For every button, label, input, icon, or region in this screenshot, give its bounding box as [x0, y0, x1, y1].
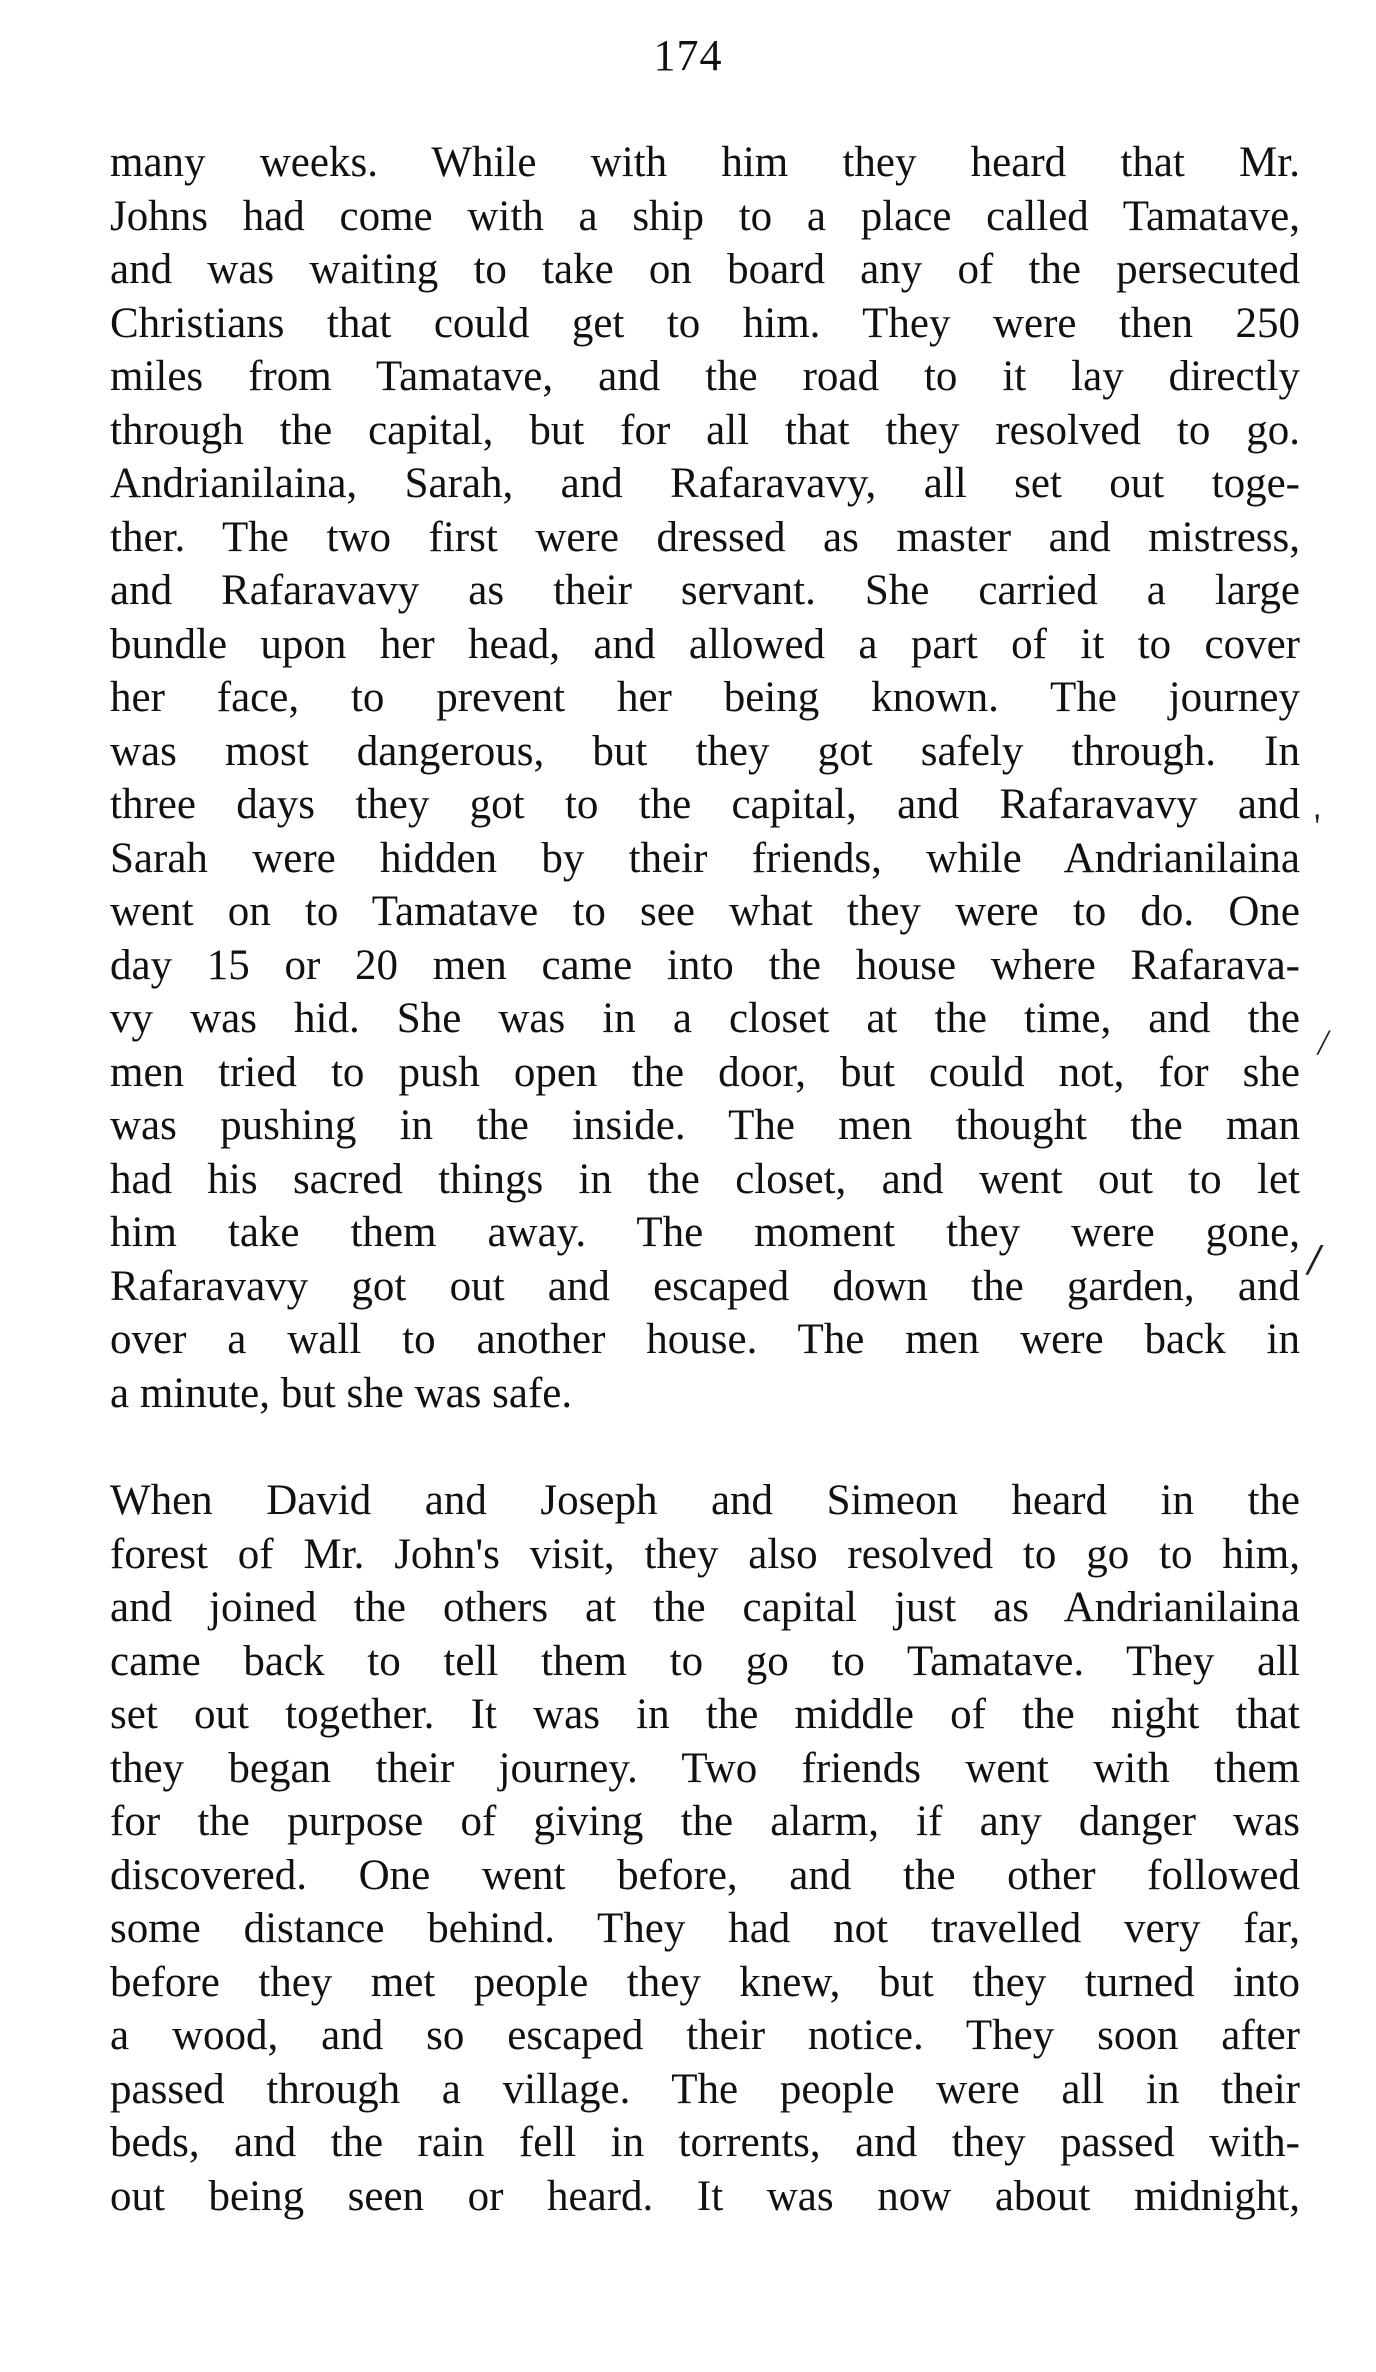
margin-mark: / — [1308, 1235, 1321, 1284]
text-line: forest of Mr. John's visit, they also resolved to go to him, — [110, 1530, 1300, 1578]
text-line: went on to Tamatave to see what they were to do. One — [110, 888, 1300, 935]
text-line: Sarah were hidden by their friends, while Andrianilaina — [110, 834, 1300, 882]
text-line: Johns had come with a ship to a place called Tamatave, — [110, 192, 1300, 240]
text-line: and Rafaravavy as their servant. She carried a large — [110, 567, 1300, 614]
text-line: Rafaravavy got out and escaped down the garden, and — [110, 1262, 1300, 1310]
text-line: miles from Tamatave, and the road to it lay directly — [110, 353, 1300, 400]
text-line: vy was hid. She was in a closet at the time, and the — [110, 995, 1300, 1042]
text-line: a wood, and so escaped their notice. They soon after — [110, 2012, 1300, 2059]
text-line: through the capital, but for all that they resolved to go. — [110, 406, 1300, 454]
text-line: Andrianilaina, Sarah, and Rafaravavy, all set out toge- — [110, 460, 1300, 507]
margin-mark: ' — [1314, 806, 1321, 846]
text-line: three days they got to the capital, and Rafaravavy and — [110, 781, 1300, 828]
text-line: day 15 or 20 men came into the house where Rafarava- — [110, 941, 1300, 989]
text-line: a minute, but she was safe. — [110, 1369, 573, 1417]
text-line: bundle upon her head, and allowed a part of it to cover — [110, 620, 1300, 668]
text-line: was most dangerous, but they got safely through. In — [110, 727, 1300, 775]
text-line: over a wall to another house. The men were back in — [110, 1316, 1300, 1363]
text-line: many weeks. While with him they heard that Mr. — [110, 139, 1300, 186]
text-line: discovered. One went before, and the other followed — [110, 1851, 1300, 1899]
text-line: they began their journey. Two friends went with them — [110, 1744, 1300, 1792]
page-number: 174 — [653, 31, 723, 80]
text-line: passed through a village. The people were all in their — [110, 2065, 1300, 2113]
paragraph-1 — [110, 136, 1300, 1420]
text-line: had his sacred things in the closet, and went out to let — [110, 1155, 1300, 1203]
text-line: When David and Joseph and Simeon heard in the — [110, 1477, 1300, 1524]
text-line: and was waiting to take on board any of the persecuted — [110, 246, 1300, 293]
text-line: Christians that could get to him. They were then 250 — [110, 299, 1300, 347]
text-line: ther. The two first were dressed as master and mistress, — [110, 513, 1300, 561]
text-line: set out together. It was in the middle of the night that — [110, 1691, 1300, 1738]
text-line: out being seen or heard. It was now about midnight, — [110, 2172, 1300, 2220]
text-line: beds, and the rain fell in torrents, and they passed with- — [110, 2119, 1300, 2166]
text-line: and joined the others at the capital just as Andrianilaina — [110, 1584, 1300, 1631]
text-line: for the purpose of giving the alarm, if any danger was — [110, 1798, 1300, 1845]
margin-mark: / — [1318, 1022, 1329, 1062]
text-line: was pushing in the inside. The men thought the man — [110, 1102, 1300, 1149]
text-line: him take them away. The moment they were gone, — [110, 1209, 1300, 1256]
text-line: came back to tell them to go to Tamatave. They all — [110, 1637, 1300, 1685]
text-line: some distance behind. They had not travelled very far, — [110, 1905, 1300, 1952]
paragraph-2 — [110, 1474, 1300, 2223]
text-line: her face, to prevent her being known. The journey — [110, 674, 1300, 721]
text-line: men tried to push open the door, but could not, for she — [110, 1048, 1300, 1096]
text-line: before they met people they knew, but they turned into — [110, 1958, 1300, 2006]
